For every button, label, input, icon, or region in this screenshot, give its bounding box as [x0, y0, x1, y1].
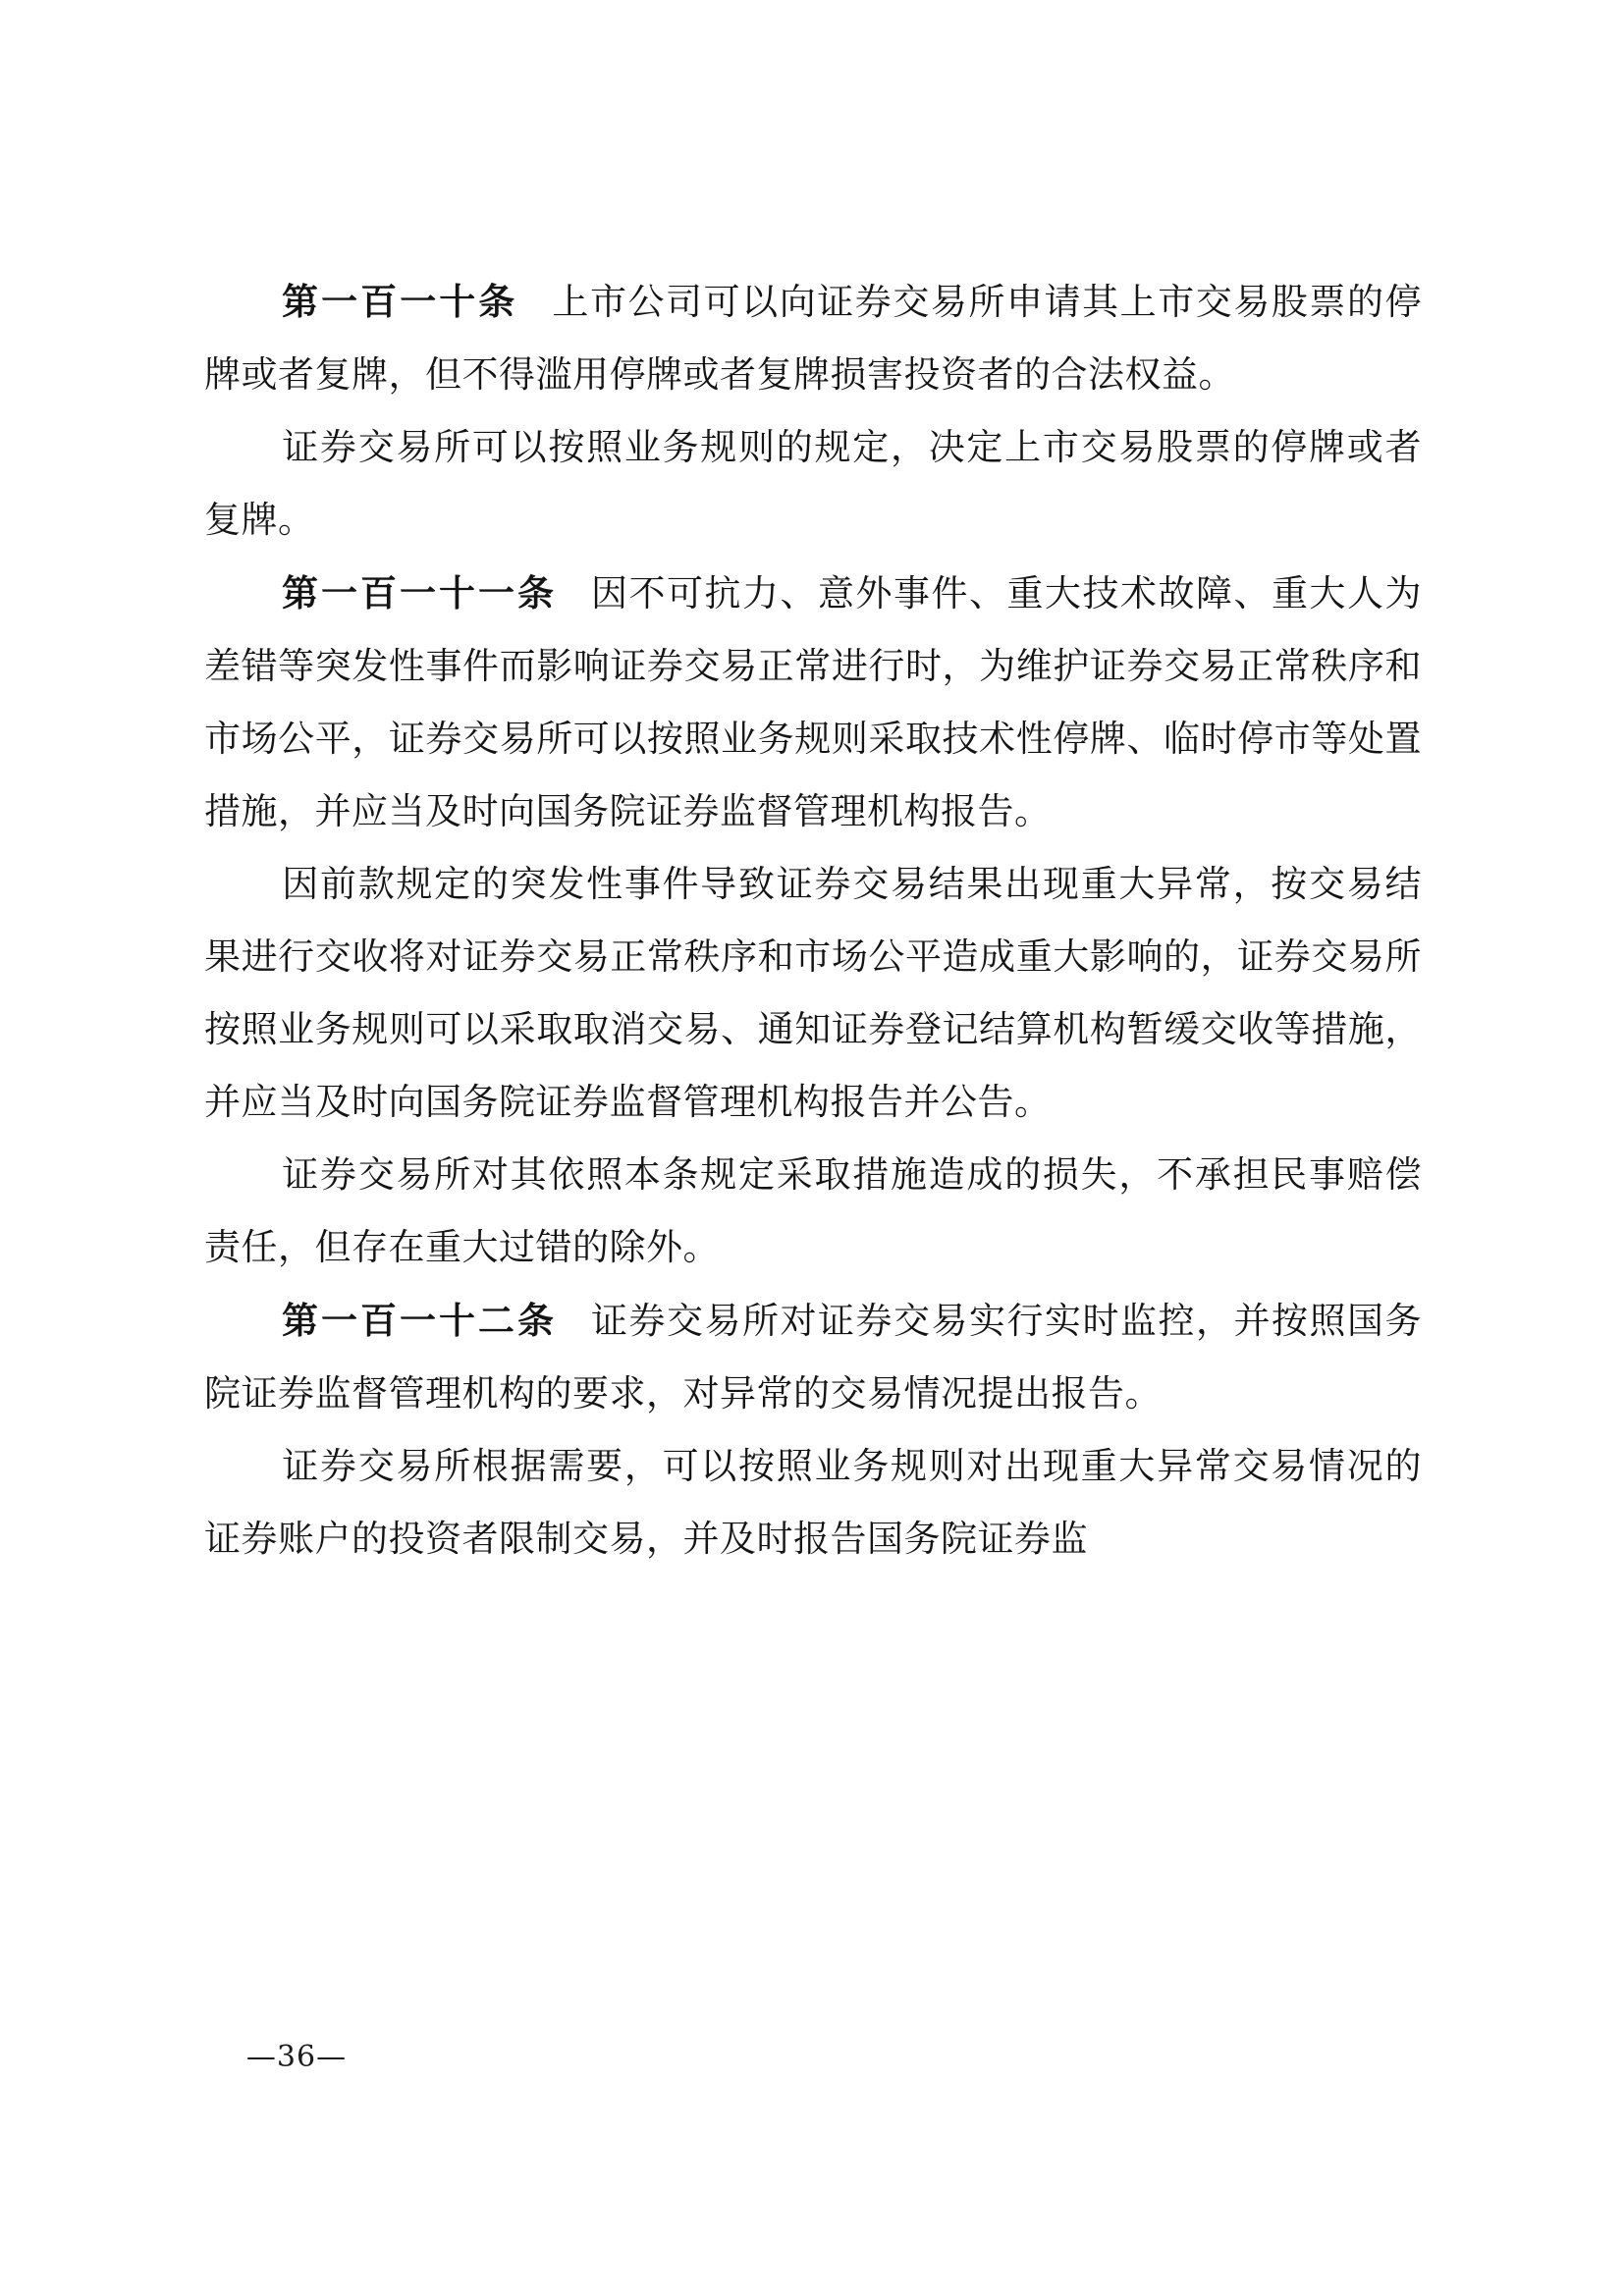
paragraph-article-110: [204, 265, 1422, 411]
document-body: [204, 265, 1422, 1575]
paragraph-text: 证券交易所对其依照本条规定采取措施造成的损失，不承担民事赔偿责任，但存在重大过错的除外。: [204, 1153, 1422, 1268]
paragraph-text: 证券交易所可以按照业务规则的规定，决定上市交易股票的停牌或者复牌。: [204, 426, 1422, 541]
paragraph-text: 证券交易所对证券交易实行实时监控，并按照国务院证券监督管理机构的要求，对异常的交易情况提出报告。: [204, 1300, 1422, 1415]
paragraph-text: 因不可抗力、意外事件、重大技术故障、重大人为差错等突发性事件而影响证券交易正常进行时，为维护证券交易正常秩序和市场公平，证券交易所可以按照业务规则采取技术性停牌、临时停市等处置措施，并应当及时向国务院证券监督管理机构报告。: [204, 572, 1422, 832]
article-heading: 第一百一十二条: [281, 1299, 557, 1342]
paragraph-article-111-p2: [204, 848, 1422, 1139]
page-footer: [0, 2040, 1624, 2074]
paragraph-article-111: [204, 557, 1422, 848]
paragraph-text: 因前款规定的突发性事件导致证券交易结果出现重大异常，按交易结果进行交收将对证券交易正常秩序和市场公平造成重大影响的，证券交易所按照业务规则可以采取取消交易、通知证券登记结算机构暂缓交收等措施，并应当及时向国务院证券监督管理机构报告并公告。: [204, 863, 1422, 1123]
article-heading: 第一百一十条: [281, 280, 518, 323]
paragraph-text: 证券交易所根据需要，可以按照业务规则对出现重大异常交易情况的证券账户的投资者限制交易，并及时报告国务院证券监: [204, 1445, 1422, 1560]
article-heading: 第一百一十一条: [281, 571, 557, 614]
paragraph-article-111-p3: [204, 1139, 1422, 1284]
paragraph-text: 上市公司可以向证券交易所申请其上市交易股票的停牌或者复牌，但不得滥用停牌或者复牌损害投资者的合法权益。: [204, 281, 1423, 396]
page-number: —36—: [245, 2040, 348, 2074]
paragraph-article-112: [204, 1284, 1422, 1430]
paragraph-article-112-p2: [204, 1430, 1422, 1575]
paragraph-article-110-p2: [204, 411, 1422, 557]
